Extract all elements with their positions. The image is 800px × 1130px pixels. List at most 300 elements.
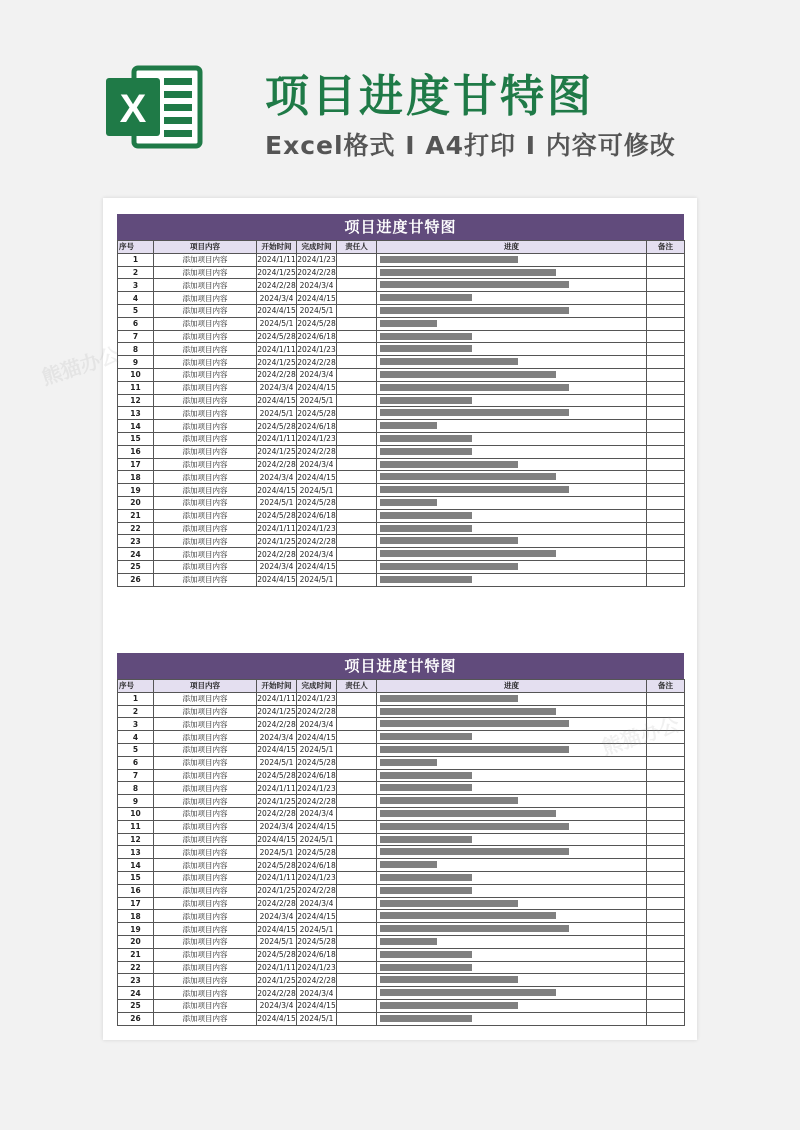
end-date-cell[interactable]: 2024/6/18 bbox=[297, 421, 336, 431]
item-content-cell[interactable]: 添加项目内容 bbox=[154, 705, 257, 718]
note-cell[interactable] bbox=[647, 987, 685, 1000]
item-content-cell[interactable]: 添加项目内容 bbox=[154, 692, 257, 705]
row-number[interactable]: 2 bbox=[118, 266, 154, 279]
note-cell[interactable] bbox=[647, 807, 685, 820]
owner-cell[interactable] bbox=[337, 522, 377, 535]
row-number[interactable]: 9 bbox=[118, 795, 154, 808]
note-cell[interactable] bbox=[647, 923, 685, 936]
owner-cell[interactable] bbox=[337, 292, 377, 305]
row-number[interactable]: 24 bbox=[118, 548, 154, 561]
row-number[interactable]: 16 bbox=[118, 884, 154, 897]
end-date-cell[interactable]: 2024/2/28 bbox=[297, 706, 336, 716]
row-number[interactable]: 21 bbox=[118, 948, 154, 961]
note-cell[interactable] bbox=[647, 573, 685, 586]
start-date-cell[interactable]: 2024/5/1 bbox=[257, 756, 297, 769]
item-content-cell[interactable]: 添加项目内容 bbox=[154, 317, 257, 330]
row-number[interactable]: 4 bbox=[118, 731, 154, 744]
owner-cell[interactable] bbox=[337, 548, 377, 561]
start-date-cell[interactable]: 2024/3/4 bbox=[257, 910, 297, 923]
start-date-cell[interactable]: 2024/3/4 bbox=[257, 292, 297, 305]
progress-cell[interactable] bbox=[377, 279, 647, 292]
owner-cell[interactable] bbox=[337, 394, 377, 407]
start-date-cell[interactable]: 2024/4/15 bbox=[257, 395, 296, 405]
progress-cell[interactable] bbox=[377, 846, 647, 859]
start-date-cell[interactable]: 2024/1/11 bbox=[257, 344, 296, 354]
progress-cell[interactable] bbox=[377, 292, 647, 305]
end-date-cell[interactable]: 2024/5/28 bbox=[297, 937, 336, 947]
progress-cell[interactable] bbox=[377, 509, 647, 522]
note-cell[interactable] bbox=[647, 343, 685, 356]
end-date-cell[interactable]: 2024/5/1 bbox=[297, 394, 337, 407]
progress-cell[interactable] bbox=[377, 884, 647, 897]
end-date-cell[interactable]: 2024/6/18 bbox=[297, 331, 336, 341]
start-date-cell[interactable]: 2024/2/28 bbox=[257, 898, 296, 908]
note-cell[interactable] bbox=[647, 394, 685, 407]
row-number[interactable]: 15 bbox=[118, 871, 154, 884]
row-number[interactable]: 4 bbox=[118, 292, 154, 305]
item-content-cell[interactable]: 添加项目内容 bbox=[154, 987, 257, 1000]
owner-cell[interactable] bbox=[337, 795, 377, 808]
owner-cell[interactable] bbox=[337, 445, 377, 458]
end-date-cell[interactable]: 2024/3/4 bbox=[297, 279, 337, 292]
progress-cell[interactable] bbox=[377, 560, 647, 573]
progress-cell[interactable] bbox=[377, 548, 647, 561]
owner-cell[interactable] bbox=[337, 910, 377, 923]
row-number[interactable]: 21 bbox=[118, 509, 154, 522]
progress-cell[interactable] bbox=[377, 833, 647, 846]
owner-cell[interactable] bbox=[337, 343, 377, 356]
progress-cell[interactable] bbox=[377, 496, 647, 509]
end-date-cell[interactable]: 2024/1/23 bbox=[297, 255, 336, 265]
end-date-cell[interactable]: 2024/1/23 bbox=[297, 783, 336, 793]
owner-cell[interactable] bbox=[337, 368, 377, 381]
end-date-cell[interactable]: 2024/1/23 bbox=[297, 962, 336, 972]
owner-cell[interactable] bbox=[337, 743, 377, 756]
row-number[interactable]: 3 bbox=[118, 718, 154, 731]
row-number[interactable]: 1 bbox=[118, 692, 154, 705]
row-number[interactable]: 1 bbox=[118, 253, 154, 266]
item-content-cell[interactable]: 添加项目内容 bbox=[154, 279, 257, 292]
owner-cell[interactable] bbox=[337, 705, 377, 718]
item-content-cell[interactable]: 添加项目内容 bbox=[154, 304, 257, 317]
end-date-cell[interactable]: 2024/2/28 bbox=[297, 267, 336, 277]
progress-cell[interactable] bbox=[377, 769, 647, 782]
end-date-cell[interactable]: 2024/5/1 bbox=[297, 304, 337, 317]
start-date-cell[interactable]: 2024/1/25 bbox=[257, 447, 296, 457]
note-cell[interactable] bbox=[647, 522, 685, 535]
row-number[interactable]: 13 bbox=[118, 407, 154, 420]
progress-cell[interactable] bbox=[377, 718, 647, 731]
note-cell[interactable] bbox=[647, 407, 685, 420]
end-date-cell[interactable]: 2024/4/15 bbox=[297, 472, 336, 482]
progress-cell[interactable] bbox=[377, 266, 647, 279]
end-date-cell[interactable]: 2024/6/18 bbox=[297, 511, 336, 521]
item-content-cell[interactable]: 添加项目内容 bbox=[154, 897, 257, 910]
row-number[interactable]: 25 bbox=[118, 560, 154, 573]
item-content-cell[interactable]: 添加项目内容 bbox=[154, 407, 257, 420]
note-cell[interactable] bbox=[647, 266, 685, 279]
start-date-cell[interactable]: 2024/3/4 bbox=[257, 471, 297, 484]
owner-cell[interactable] bbox=[337, 458, 377, 471]
row-number[interactable]: 20 bbox=[118, 935, 154, 948]
note-cell[interactable] bbox=[647, 756, 685, 769]
start-date-cell[interactable]: 2024/5/1 bbox=[257, 935, 297, 948]
end-date-cell[interactable]: 2024/5/1 bbox=[297, 573, 337, 586]
item-content-cell[interactable]: 添加项目内容 bbox=[154, 356, 257, 369]
progress-cell[interactable] bbox=[377, 795, 647, 808]
row-number[interactable]: 24 bbox=[118, 987, 154, 1000]
end-date-cell[interactable]: 2024/2/28 bbox=[297, 447, 336, 457]
owner-cell[interactable] bbox=[337, 496, 377, 509]
owner-cell[interactable] bbox=[337, 935, 377, 948]
item-content-cell[interactable]: 添加项目内容 bbox=[154, 445, 257, 458]
start-date-cell[interactable]: 2024/2/28 bbox=[257, 988, 296, 998]
note-cell[interactable] bbox=[647, 731, 685, 744]
start-date-cell[interactable]: 2024/1/11 bbox=[257, 694, 296, 704]
start-date-cell[interactable]: 2024/2/28 bbox=[257, 370, 296, 380]
progress-cell[interactable] bbox=[377, 871, 647, 884]
row-number[interactable]: 10 bbox=[118, 807, 154, 820]
note-cell[interactable] bbox=[647, 782, 685, 795]
note-cell[interactable] bbox=[647, 718, 685, 731]
row-number[interactable]: 19 bbox=[118, 923, 154, 936]
item-content-cell[interactable]: 添加项目内容 bbox=[154, 458, 257, 471]
row-number[interactable]: 22 bbox=[118, 522, 154, 535]
start-date-cell[interactable]: 2024/3/4 bbox=[257, 560, 297, 573]
progress-cell[interactable] bbox=[377, 368, 647, 381]
note-cell[interactable] bbox=[647, 910, 685, 923]
note-cell[interactable] bbox=[647, 420, 685, 433]
end-date-cell[interactable]: 2024/5/1 bbox=[297, 833, 337, 846]
end-date-cell[interactable]: 2024/4/15 bbox=[297, 562, 336, 572]
start-date-cell[interactable]: 2024/1/25 bbox=[257, 886, 296, 896]
note-cell[interactable] bbox=[647, 692, 685, 705]
owner-cell[interactable] bbox=[337, 560, 377, 573]
progress-cell[interactable] bbox=[377, 948, 647, 961]
item-content-cell[interactable]: 添加项目内容 bbox=[154, 1012, 257, 1025]
item-content-cell[interactable]: 添加项目内容 bbox=[154, 795, 257, 808]
item-content-cell[interactable]: 添加项目内容 bbox=[154, 509, 257, 522]
progress-cell[interactable] bbox=[377, 897, 647, 910]
owner-cell[interactable] bbox=[337, 420, 377, 433]
start-date-cell[interactable]: 2024/1/25 bbox=[257, 536, 296, 546]
item-content-cell[interactable]: 添加项目内容 bbox=[154, 859, 257, 872]
owner-cell[interactable] bbox=[337, 999, 377, 1012]
note-cell[interactable] bbox=[647, 820, 685, 833]
note-cell[interactable] bbox=[647, 999, 685, 1012]
end-date-cell[interactable]: 2024/1/23 bbox=[297, 344, 336, 354]
start-date-cell[interactable]: 2024/3/4 bbox=[257, 999, 297, 1012]
owner-cell[interactable] bbox=[337, 253, 377, 266]
owner-cell[interactable] bbox=[337, 432, 377, 445]
owner-cell[interactable] bbox=[337, 782, 377, 795]
row-number[interactable]: 17 bbox=[118, 458, 154, 471]
row-number[interactable]: 10 bbox=[118, 368, 154, 381]
owner-cell[interactable] bbox=[337, 381, 377, 394]
owner-cell[interactable] bbox=[337, 718, 377, 731]
item-content-cell[interactable]: 添加项目内容 bbox=[154, 368, 257, 381]
item-content-cell[interactable]: 添加项目内容 bbox=[154, 731, 257, 744]
end-date-cell[interactable]: 2024/5/28 bbox=[297, 408, 336, 418]
note-cell[interactable] bbox=[647, 356, 685, 369]
owner-cell[interactable] bbox=[337, 330, 377, 343]
progress-cell[interactable] bbox=[377, 910, 647, 923]
owner-cell[interactable] bbox=[337, 1012, 377, 1025]
owner-cell[interactable] bbox=[337, 820, 377, 833]
start-date-cell[interactable]: 2024/5/28 bbox=[257, 860, 296, 870]
start-date-cell[interactable]: 2024/1/11 bbox=[257, 783, 296, 793]
owner-cell[interactable] bbox=[337, 756, 377, 769]
end-date-cell[interactable]: 2024/2/28 bbox=[297, 357, 336, 367]
start-date-cell[interactable]: 2024/5/1 bbox=[257, 317, 297, 330]
progress-cell[interactable] bbox=[377, 381, 647, 394]
item-content-cell[interactable]: 添加项目内容 bbox=[154, 718, 257, 731]
item-content-cell[interactable]: 添加项目内容 bbox=[154, 935, 257, 948]
start-date-cell[interactable]: 2024/5/28 bbox=[257, 511, 296, 521]
note-cell[interactable] bbox=[647, 961, 685, 974]
start-date-cell[interactable]: 2024/1/11 bbox=[257, 523, 296, 533]
owner-cell[interactable] bbox=[337, 769, 377, 782]
progress-cell[interactable] bbox=[377, 987, 647, 1000]
item-content-cell[interactable]: 添加项目内容 bbox=[154, 743, 257, 756]
owner-cell[interactable] bbox=[337, 317, 377, 330]
start-date-cell[interactable]: 2024/1/25 bbox=[257, 357, 296, 367]
start-date-cell[interactable]: 2024/1/25 bbox=[257, 706, 296, 716]
note-cell[interactable] bbox=[647, 253, 685, 266]
row-number[interactable]: 12 bbox=[118, 833, 154, 846]
end-date-cell[interactable]: 2024/4/15 bbox=[297, 293, 336, 303]
note-cell[interactable] bbox=[647, 535, 685, 548]
start-date-cell[interactable]: 2024/5/1 bbox=[257, 496, 297, 509]
start-date-cell[interactable]: 2024/2/28 bbox=[257, 809, 296, 819]
row-number[interactable]: 23 bbox=[118, 974, 154, 987]
end-date-cell[interactable]: 2024/5/1 bbox=[297, 1012, 337, 1025]
item-content-cell[interactable]: 添加项目内容 bbox=[154, 535, 257, 548]
owner-cell[interactable] bbox=[337, 279, 377, 292]
progress-cell[interactable] bbox=[377, 807, 647, 820]
owner-cell[interactable] bbox=[337, 859, 377, 872]
end-date-cell[interactable]: 2024/3/4 bbox=[297, 368, 337, 381]
row-number[interactable]: 5 bbox=[118, 304, 154, 317]
progress-cell[interactable] bbox=[377, 974, 647, 987]
start-date-cell[interactable]: 2024/4/15 bbox=[257, 485, 296, 495]
start-date-cell[interactable]: 2024/3/4 bbox=[257, 731, 297, 744]
note-cell[interactable] bbox=[647, 304, 685, 317]
item-content-cell[interactable]: 添加项目内容 bbox=[154, 999, 257, 1012]
row-number[interactable]: 15 bbox=[118, 432, 154, 445]
row-number[interactable]: 23 bbox=[118, 535, 154, 548]
item-content-cell[interactable]: 添加项目内容 bbox=[154, 484, 257, 497]
item-content-cell[interactable]: 添加项目内容 bbox=[154, 769, 257, 782]
owner-cell[interactable] bbox=[337, 266, 377, 279]
row-number[interactable]: 26 bbox=[118, 1012, 154, 1025]
start-date-cell[interactable]: 2024/4/15 bbox=[257, 924, 296, 934]
end-date-cell[interactable]: 2024/1/23 bbox=[297, 873, 336, 883]
progress-cell[interactable] bbox=[377, 705, 647, 718]
note-cell[interactable] bbox=[647, 317, 685, 330]
start-date-cell[interactable]: 2024/2/28 bbox=[257, 719, 296, 729]
start-date-cell[interactable]: 2024/4/15 bbox=[257, 575, 296, 585]
row-number[interactable]: 7 bbox=[118, 330, 154, 343]
owner-cell[interactable] bbox=[337, 897, 377, 910]
owner-cell[interactable] bbox=[337, 961, 377, 974]
owner-cell[interactable] bbox=[337, 948, 377, 961]
progress-cell[interactable] bbox=[377, 573, 647, 586]
note-cell[interactable] bbox=[647, 871, 685, 884]
owner-cell[interactable] bbox=[337, 923, 377, 936]
progress-cell[interactable] bbox=[377, 935, 647, 948]
item-content-cell[interactable]: 添加项目内容 bbox=[154, 756, 257, 769]
note-cell[interactable] bbox=[647, 795, 685, 808]
end-date-cell[interactable]: 2024/6/18 bbox=[297, 860, 336, 870]
end-date-cell[interactable]: 2024/6/18 bbox=[297, 770, 336, 780]
start-date-cell[interactable]: 2024/1/25 bbox=[257, 796, 296, 806]
item-content-cell[interactable]: 添加项目内容 bbox=[154, 910, 257, 923]
owner-cell[interactable] bbox=[337, 471, 377, 484]
row-number[interactable]: 26 bbox=[118, 573, 154, 586]
note-cell[interactable] bbox=[647, 445, 685, 458]
progress-cell[interactable] bbox=[377, 356, 647, 369]
item-content-cell[interactable]: 添加项目内容 bbox=[154, 807, 257, 820]
progress-cell[interactable] bbox=[377, 923, 647, 936]
item-content-cell[interactable]: 添加项目内容 bbox=[154, 330, 257, 343]
progress-cell[interactable] bbox=[377, 522, 647, 535]
row-number[interactable]: 6 bbox=[118, 756, 154, 769]
end-date-cell[interactable]: 2024/5/1 bbox=[297, 923, 337, 936]
note-cell[interactable] bbox=[647, 279, 685, 292]
item-content-cell[interactable]: 添加项目内容 bbox=[154, 266, 257, 279]
end-date-cell[interactable]: 2024/3/4 bbox=[297, 718, 337, 731]
item-content-cell[interactable]: 添加项目内容 bbox=[154, 846, 257, 859]
item-content-cell[interactable]: 添加项目内容 bbox=[154, 420, 257, 433]
row-number[interactable]: 18 bbox=[118, 910, 154, 923]
row-number[interactable]: 12 bbox=[118, 394, 154, 407]
start-date-cell[interactable]: 2024/4/15 bbox=[257, 1014, 296, 1024]
note-cell[interactable] bbox=[647, 432, 685, 445]
note-cell[interactable] bbox=[647, 330, 685, 343]
end-date-cell[interactable]: 2024/3/4 bbox=[297, 458, 337, 471]
item-content-cell[interactable]: 添加项目内容 bbox=[154, 974, 257, 987]
owner-cell[interactable] bbox=[337, 974, 377, 987]
end-date-cell[interactable]: 2024/2/28 bbox=[297, 975, 336, 985]
progress-cell[interactable] bbox=[377, 432, 647, 445]
item-content-cell[interactable]: 添加项目内容 bbox=[154, 923, 257, 936]
owner-cell[interactable] bbox=[337, 356, 377, 369]
start-date-cell[interactable]: 2024/5/1 bbox=[257, 846, 297, 859]
item-content-cell[interactable]: 添加项目内容 bbox=[154, 292, 257, 305]
end-date-cell[interactable]: 2024/5/28 bbox=[297, 498, 336, 508]
row-number[interactable]: 11 bbox=[118, 381, 154, 394]
end-date-cell[interactable]: 2024/5/28 bbox=[297, 319, 336, 329]
row-number[interactable]: 2 bbox=[118, 705, 154, 718]
row-number[interactable]: 8 bbox=[118, 343, 154, 356]
progress-cell[interactable] bbox=[377, 535, 647, 548]
row-number[interactable]: 14 bbox=[118, 420, 154, 433]
progress-cell[interactable] bbox=[377, 782, 647, 795]
note-cell[interactable] bbox=[647, 381, 685, 394]
note-cell[interactable] bbox=[647, 935, 685, 948]
start-date-cell[interactable]: 2024/1/11 bbox=[257, 434, 296, 444]
progress-cell[interactable] bbox=[377, 445, 647, 458]
row-number[interactable]: 13 bbox=[118, 846, 154, 859]
note-cell[interactable] bbox=[647, 496, 685, 509]
start-date-cell[interactable]: 2024/4/15 bbox=[257, 834, 296, 844]
progress-cell[interactable] bbox=[377, 484, 647, 497]
progress-cell[interactable] bbox=[377, 343, 647, 356]
item-content-cell[interactable]: 添加项目内容 bbox=[154, 496, 257, 509]
start-date-cell[interactable]: 2024/1/25 bbox=[257, 975, 296, 985]
end-date-cell[interactable]: 2024/5/28 bbox=[297, 758, 336, 768]
progress-cell[interactable] bbox=[377, 692, 647, 705]
row-number[interactable]: 7 bbox=[118, 769, 154, 782]
owner-cell[interactable] bbox=[337, 871, 377, 884]
progress-cell[interactable] bbox=[377, 961, 647, 974]
row-number[interactable]: 3 bbox=[118, 279, 154, 292]
end-date-cell[interactable]: 2024/4/15 bbox=[297, 732, 336, 742]
note-cell[interactable] bbox=[647, 509, 685, 522]
row-number[interactable]: 6 bbox=[118, 317, 154, 330]
owner-cell[interactable] bbox=[337, 509, 377, 522]
row-number[interactable]: 14 bbox=[118, 859, 154, 872]
owner-cell[interactable] bbox=[337, 573, 377, 586]
progress-cell[interactable] bbox=[377, 731, 647, 744]
end-date-cell[interactable]: 2024/4/15 bbox=[297, 822, 336, 832]
row-number[interactable]: 17 bbox=[118, 897, 154, 910]
note-cell[interactable] bbox=[647, 846, 685, 859]
owner-cell[interactable] bbox=[337, 484, 377, 497]
note-cell[interactable] bbox=[647, 833, 685, 846]
item-content-cell[interactable]: 添加项目内容 bbox=[154, 253, 257, 266]
owner-cell[interactable] bbox=[337, 833, 377, 846]
owner-cell[interactable] bbox=[337, 987, 377, 1000]
start-date-cell[interactable]: 2024/5/1 bbox=[257, 407, 297, 420]
row-number[interactable]: 11 bbox=[118, 820, 154, 833]
owner-cell[interactable] bbox=[337, 846, 377, 859]
item-content-cell[interactable]: 添加项目内容 bbox=[154, 961, 257, 974]
item-content-cell[interactable]: 添加项目内容 bbox=[154, 381, 257, 394]
end-date-cell[interactable]: 2024/5/1 bbox=[297, 743, 337, 756]
start-date-cell[interactable]: 2024/5/28 bbox=[257, 770, 296, 780]
progress-cell[interactable] bbox=[377, 859, 647, 872]
end-date-cell[interactable]: 2024/1/23 bbox=[297, 434, 336, 444]
start-date-cell[interactable]: 2024/1/11 bbox=[257, 873, 296, 883]
end-date-cell[interactable]: 2024/2/28 bbox=[297, 886, 336, 896]
note-cell[interactable] bbox=[647, 884, 685, 897]
owner-cell[interactable] bbox=[337, 807, 377, 820]
item-content-cell[interactable]: 添加项目内容 bbox=[154, 471, 257, 484]
owner-cell[interactable] bbox=[337, 731, 377, 744]
row-number[interactable]: 8 bbox=[118, 782, 154, 795]
end-date-cell[interactable]: 2024/5/1 bbox=[297, 484, 337, 497]
owner-cell[interactable] bbox=[337, 884, 377, 897]
note-cell[interactable] bbox=[647, 484, 685, 497]
progress-cell[interactable] bbox=[377, 820, 647, 833]
progress-cell[interactable] bbox=[377, 756, 647, 769]
start-date-cell[interactable]: 2024/3/4 bbox=[257, 820, 297, 833]
progress-cell[interactable] bbox=[377, 420, 647, 433]
start-date-cell[interactable]: 2024/3/4 bbox=[257, 381, 297, 394]
end-date-cell[interactable]: 2024/3/4 bbox=[297, 548, 337, 561]
row-number[interactable]: 19 bbox=[118, 484, 154, 497]
note-cell[interactable] bbox=[647, 458, 685, 471]
item-content-cell[interactable]: 添加项目内容 bbox=[154, 884, 257, 897]
item-content-cell[interactable]: 添加项目内容 bbox=[154, 833, 257, 846]
start-date-cell[interactable]: 2024/1/11 bbox=[257, 255, 296, 265]
note-cell[interactable] bbox=[647, 948, 685, 961]
end-date-cell[interactable]: 2024/2/28 bbox=[297, 536, 336, 546]
end-date-cell[interactable]: 2024/3/4 bbox=[297, 987, 337, 1000]
start-date-cell[interactable]: 2024/5/28 bbox=[257, 950, 296, 960]
